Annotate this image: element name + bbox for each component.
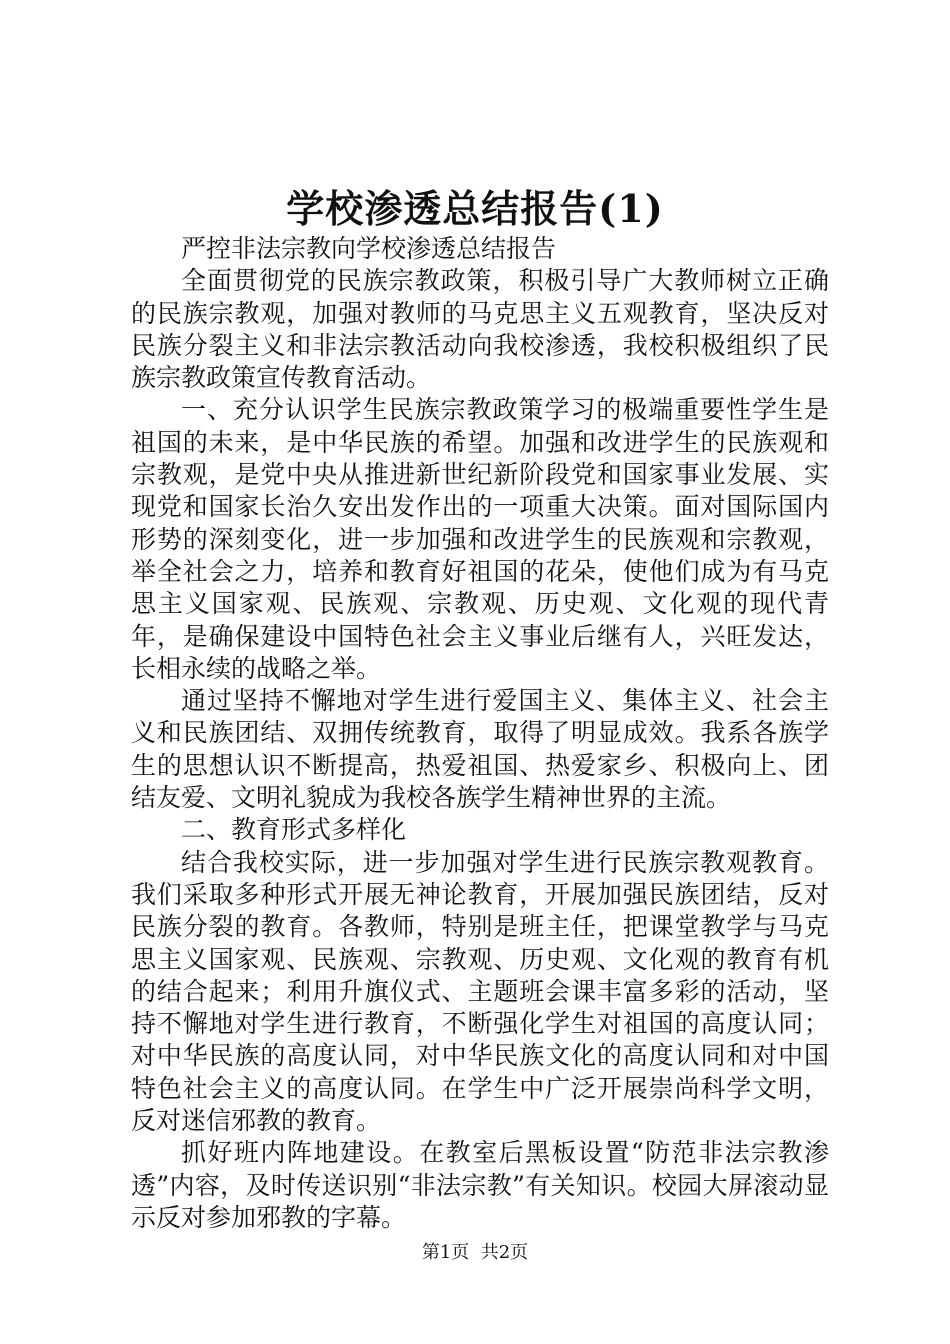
document-title: 学校渗透总结报告(1) [286,186,664,231]
paragraph-section-one: 一、充分认识学生民族宗教政策学习的极端重要性学生是祖国的未来，是中华民族的希望。加强和改进学生的民族观和宗教观，是党中央从推进新世纪新阶段党和国家事业发展、实现党和国家长治久安出发作出的一项重大决策。面对国际国内形势的深刻变化，进一步加强和改进学生的民族观和宗教观，举全社会之力，培养和教育好祖国的花朵，使他们成为有马克思主义国家观、民族观、宗教观、历史观、文化观的现代青年，是确保建设中国特色社会主义事业后继有人，兴旺发达，长相永续的战略之举。 [131,395,829,683]
section-heading-two: 二、教育形式多样化 [181,815,407,845]
footer-spacer [469,1242,480,1263]
paragraph-results: 通过坚持不懈地对学生进行爱国主义、集体主义、社会主义和民族团结、双拥传统教育，取得了明显成效。我系各族学生的思想认识不断提高，热爱祖国、热爱家乡、积极向上、团结友爱、文明礼貌成为我校各族学生精神世界的主流。 [131,686,829,813]
page-number-total: 共2页 [480,1242,529,1263]
page-number-current: 第1页 [421,1242,470,1263]
paragraph-intro: 全面贯彻党的民族宗教政策，积极引导广大教师树立正确的民族宗教观，加强对教师的马克思主义五观教育，坚决反对民族分裂主义和非法宗教活动向我校渗透，我校积极组织了民族宗教政策宣传教育活动。 [131,266,829,393]
page-footer [0,1240,950,1266]
paragraph-classroom: 抓好班内阵地建设。在教室后黑板设置“防范非法宗教渗透”内容，及时传送识别“非法宗教”有关知识。校园大屏滚动显示反对参加邪教的字幕。 [131,1138,829,1232]
report-subtitle: 严控非法宗教向学校渗透总结报告 [181,234,557,263]
paragraph-education-forms: 结合我校实际，进一步加强对学生进行民族宗教观教育。我们采取多种形式开展无神论教育，开展加强民族团结，反对民族分裂的教育。各教师，特别是班主任，把课堂教学与马克思主义国家观、民族观、宗教观、历史观、文化观的教育有机的结合起来；利用升旗仪式、主题班会课丰富多彩的活动，坚持不懈地对学生进行教育，不断强化学生对祖国的高度认同；对中华民族的高度认同，对中华民族文化的高度认同和对中国特色社会主义的高度认同。在学生中广泛开展崇尚科学文明，反对迷信邪教的教育。 [131,847,829,1136]
document-body [131,233,829,1234]
